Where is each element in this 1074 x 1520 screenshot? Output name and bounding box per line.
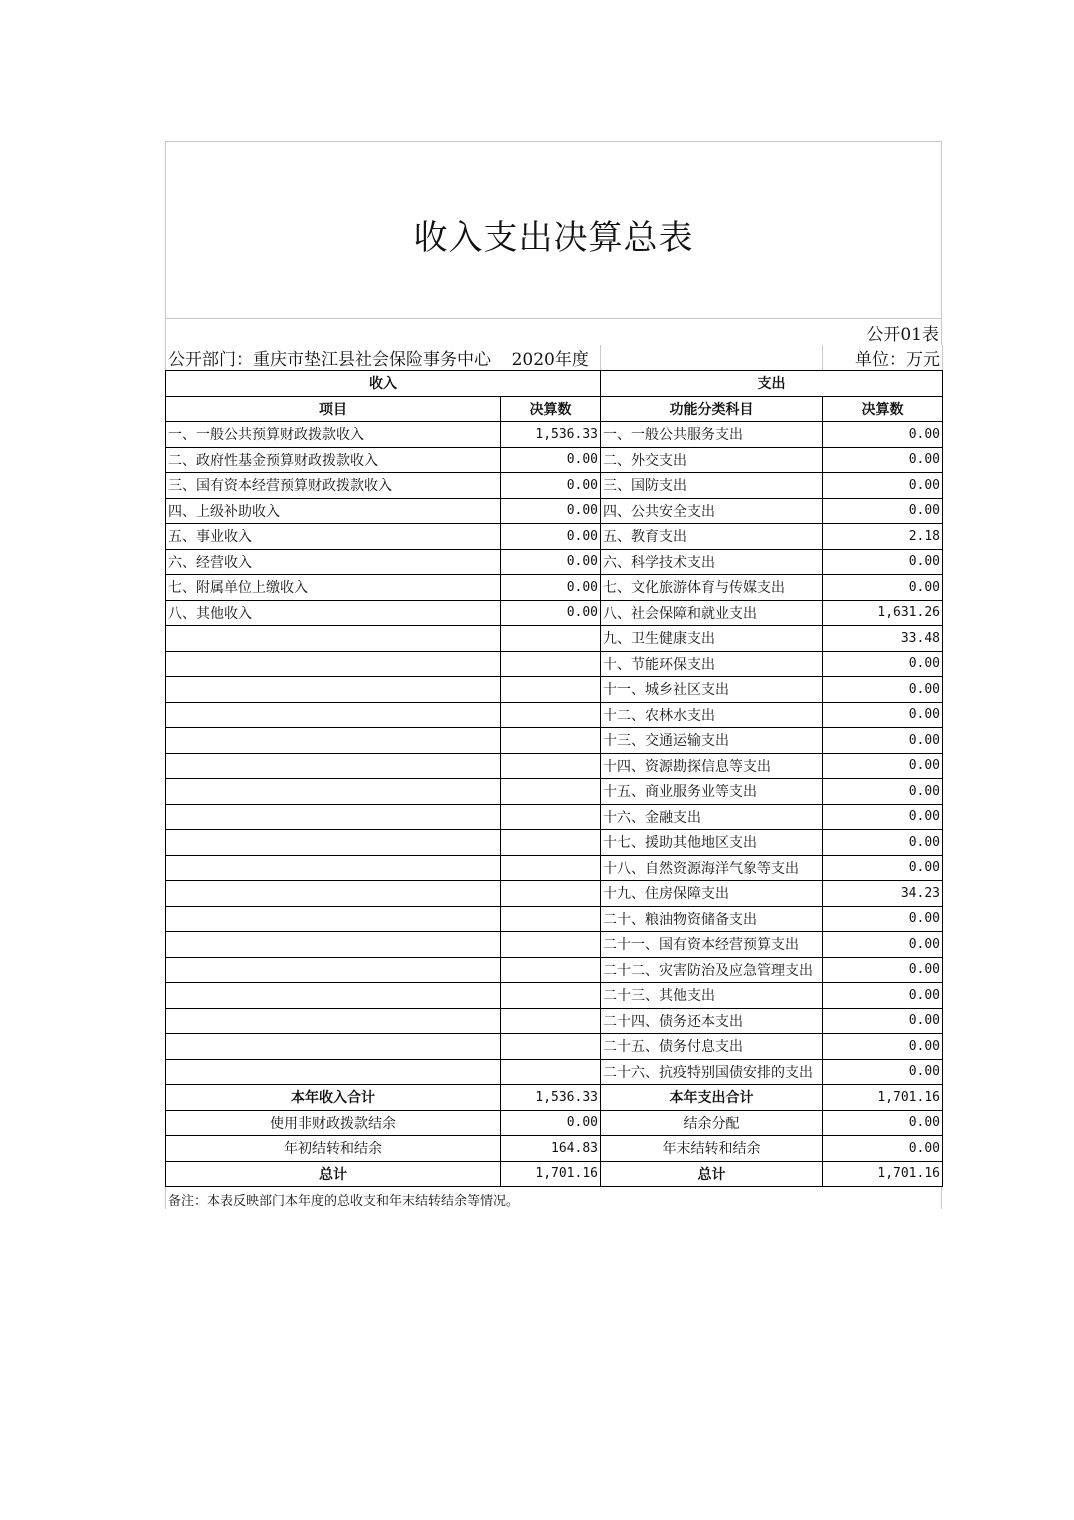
income-item-value [501, 804, 601, 830]
table-row [166, 753, 943, 779]
income-item-value [501, 957, 601, 983]
table-row [166, 524, 943, 550]
expense-item-name: 二十五、债务付息支出 [601, 1034, 823, 1060]
income-item-value: 1,536.33 [501, 422, 601, 448]
expense-item-name: 十一、城乡社区支出 [601, 677, 823, 703]
summary-row [166, 1085, 943, 1111]
income-item-value [501, 677, 601, 703]
expense-item-value: 2.18 [823, 524, 943, 550]
table-row [166, 932, 943, 958]
table-row [166, 983, 943, 1009]
summary-income-value: 1,536.33 [501, 1085, 601, 1111]
form-code: 公开01表 [866, 325, 939, 345]
income-item-name [166, 983, 501, 1009]
summary-income-value: 0.00 [501, 1110, 601, 1136]
expense-item-name: 二十二、灾害防治及应急管理支出 [601, 957, 823, 983]
expense-item-value: 0.00 [823, 1034, 943, 1060]
report-title: 收入支出决算总表 [413, 217, 694, 258]
summary-expense-label: 本年支出合计 [601, 1085, 823, 1111]
meta-blank [601, 345, 823, 371]
expense-item-name: 十六、金融支出 [601, 804, 823, 830]
income-item-name [166, 855, 501, 881]
expense-item-name: 八、社会保障和就业支出 [601, 600, 823, 626]
income-item-value [501, 651, 601, 677]
expense-item-value: 0.00 [823, 779, 943, 805]
income-item-name: 二、政府性基金预算财政拨款收入 [166, 447, 501, 473]
expense-item-value: 0.00 [823, 983, 943, 1009]
income-item-value [501, 932, 601, 958]
income-item-value: 0.00 [501, 524, 601, 550]
summary-income-label: 本年收入合计 [166, 1085, 501, 1111]
income-header: 收入 [166, 371, 601, 397]
title-box [165, 141, 942, 318]
form-code-row [165, 318, 942, 345]
income-item-value [501, 626, 601, 652]
unit-label: 单位：万元 [823, 345, 943, 371]
income-item-name [166, 906, 501, 932]
summary-expense-value: 1,701.16 [823, 1085, 943, 1111]
income-item-value: 0.00 [501, 473, 601, 499]
expense-item-value: 0.00 [823, 677, 943, 703]
expense-item-name: 十四、资源勘探信息等支出 [601, 753, 823, 779]
expense-item-name: 二十、粮油物资储备支出 [601, 906, 823, 932]
income-item-name [166, 626, 501, 652]
table-row [166, 1008, 943, 1034]
table-row [166, 779, 943, 805]
table-row [166, 473, 943, 499]
expense-item-name: 一、一般公共服务支出 [601, 422, 823, 448]
table-row [166, 881, 943, 907]
table-row [166, 830, 943, 856]
expense-item-name: 三、国防支出 [601, 473, 823, 499]
income-item-value: 0.00 [501, 600, 601, 626]
income-item-value [501, 753, 601, 779]
expense-item-value: 0.00 [823, 447, 943, 473]
table-row [166, 855, 943, 881]
summary-income-label: 总计 [166, 1161, 501, 1187]
income-item-name: 一、一般公共预算财政拨款收入 [166, 422, 501, 448]
income-item-name: 六、经营收入 [166, 549, 501, 575]
table-row [166, 575, 943, 601]
expense-item-value: 0.00 [823, 728, 943, 754]
table-row [166, 600, 943, 626]
table-row [166, 728, 943, 754]
expense-item-value: 33.48 [823, 626, 943, 652]
income-item-value [501, 1034, 601, 1060]
expense-item-name: 五、教育支出 [601, 524, 823, 550]
income-item-name [166, 728, 501, 754]
expense-item-value: 0.00 [823, 753, 943, 779]
expense-header: 支出 [601, 371, 943, 397]
table-row [166, 549, 943, 575]
expense-item-value: 0.00 [823, 549, 943, 575]
income-item-name [166, 881, 501, 907]
expense-item-value: 0.00 [823, 932, 943, 958]
summary-expense-label: 年末结转和结余 [601, 1136, 823, 1162]
summary-income-label: 使用非财政拨款结余 [166, 1110, 501, 1136]
income-item-name: 五、事业收入 [166, 524, 501, 550]
footnote: 备注：本表反映部门本年度的总收支和年末结转结余等情况。 [165, 1187, 942, 1209]
department-label: 公开部门：重庆市垫江县社会保险事务中心 [166, 345, 501, 371]
income-item-name [166, 677, 501, 703]
income-item-value: 0.00 [501, 549, 601, 575]
expense-item-name: 十三、交通运输支出 [601, 728, 823, 754]
table-row [166, 626, 943, 652]
income-item-name [166, 651, 501, 677]
income-item-name [166, 1034, 501, 1060]
income-item-name: 四、上级补助收入 [166, 498, 501, 524]
summary-expense-value: 0.00 [823, 1136, 943, 1162]
expense-item-name: 二十三、其他支出 [601, 983, 823, 1009]
table-row [166, 1034, 943, 1060]
income-item-name: 三、国有资本经营预算财政拨款收入 [166, 473, 501, 499]
expense-item-value: 0.00 [823, 422, 943, 448]
expense-item-value: 0.00 [823, 1008, 943, 1034]
amount2-header: 决算数 [823, 396, 943, 422]
expense-item-value: 0.00 [823, 473, 943, 499]
income-item-value [501, 983, 601, 1009]
amount-header: 决算数 [501, 396, 601, 422]
summary-row [166, 1110, 943, 1136]
income-item-value: 0.00 [501, 498, 601, 524]
expense-item-value: 0.00 [823, 498, 943, 524]
expense-item-value: 0.00 [823, 855, 943, 881]
expense-item-name: 十五、商业服务业等支出 [601, 779, 823, 805]
expense-item-name: 二、外交支出 [601, 447, 823, 473]
table-row [166, 651, 943, 677]
expense-item-value: 0.00 [823, 651, 943, 677]
income-item-value [501, 1008, 601, 1034]
income-item-value [501, 779, 601, 805]
summary-row [166, 1136, 943, 1162]
expense-item-name: 二十一、国有资本经营预算支出 [601, 932, 823, 958]
table-row [166, 422, 943, 448]
income-item-value [501, 906, 601, 932]
expense-item-value: 0.00 [823, 1059, 943, 1085]
income-item-value: 0.00 [501, 575, 601, 601]
expense-item-name: 九、卫生健康支出 [601, 626, 823, 652]
summary-expense-label: 结余分配 [601, 1110, 823, 1136]
income-item-name [166, 753, 501, 779]
income-item-value: 0.00 [501, 447, 601, 473]
income-item-value [501, 830, 601, 856]
table-row [166, 677, 943, 703]
expense-item-name: 四、公共安全支出 [601, 498, 823, 524]
report-table [165, 345, 943, 1187]
income-item-value [501, 728, 601, 754]
expense-item-name: 二十六、抗疫特别国债安排的支出 [601, 1059, 823, 1085]
summary-row [166, 1161, 943, 1187]
income-item-name [166, 1008, 501, 1034]
table-row [166, 1059, 943, 1085]
income-item-name: 八、其他收入 [166, 600, 501, 626]
section-header-row [166, 371, 943, 397]
expense-item-name: 七、文化旅游体育与传媒支出 [601, 575, 823, 601]
expense-item-value: 34.23 [823, 881, 943, 907]
meta-row [166, 345, 943, 371]
income-item-name [166, 779, 501, 805]
expense-item-value: 0.00 [823, 830, 943, 856]
expense-item-name: 十九、住房保障支出 [601, 881, 823, 907]
income-item-name [166, 957, 501, 983]
income-item-name [166, 804, 501, 830]
income-item-value [501, 702, 601, 728]
expense-item-name: 十、节能环保支出 [601, 651, 823, 677]
expense-item-name: 十二、农林水支出 [601, 702, 823, 728]
column-header-row [166, 396, 943, 422]
table-row [166, 498, 943, 524]
expense-item-value: 0.00 [823, 906, 943, 932]
summary-expense-label: 总计 [601, 1161, 823, 1187]
income-item-value [501, 881, 601, 907]
expense-item-name: 十七、援助其他地区支出 [601, 830, 823, 856]
income-item-name [166, 932, 501, 958]
table-row [166, 447, 943, 473]
table-row [166, 957, 943, 983]
table-row [166, 804, 943, 830]
income-item-name [166, 830, 501, 856]
income-item-name [166, 702, 501, 728]
item-header: 项目 [166, 396, 501, 422]
expense-item-name: 六、科学技术支出 [601, 549, 823, 575]
expense-item-value: 0.00 [823, 575, 943, 601]
func-header: 功能分类科目 [601, 396, 823, 422]
income-item-value [501, 855, 601, 881]
expense-item-value: 1,631.26 [823, 600, 943, 626]
expense-item-value: 0.00 [823, 804, 943, 830]
expense-item-value: 0.00 [823, 702, 943, 728]
income-item-name: 七、附属单位上缴收入 [166, 575, 501, 601]
table-row [166, 702, 943, 728]
summary-income-value: 1,701.16 [501, 1161, 601, 1187]
expense-item-value: 0.00 [823, 957, 943, 983]
summary-income-label: 年初结转和结余 [166, 1136, 501, 1162]
fiscal-year: 2020年度 [501, 345, 601, 371]
income-item-name [166, 1059, 501, 1085]
report-sheet [165, 141, 942, 1209]
income-item-value [501, 1059, 601, 1085]
summary-expense-value: 0.00 [823, 1110, 943, 1136]
summary-income-value: 164.83 [501, 1136, 601, 1162]
table-row [166, 906, 943, 932]
summary-expense-value: 1,701.16 [823, 1161, 943, 1187]
expense-item-name: 二十四、债务还本支出 [601, 1008, 823, 1034]
expense-item-name: 十八、自然资源海洋气象等支出 [601, 855, 823, 881]
